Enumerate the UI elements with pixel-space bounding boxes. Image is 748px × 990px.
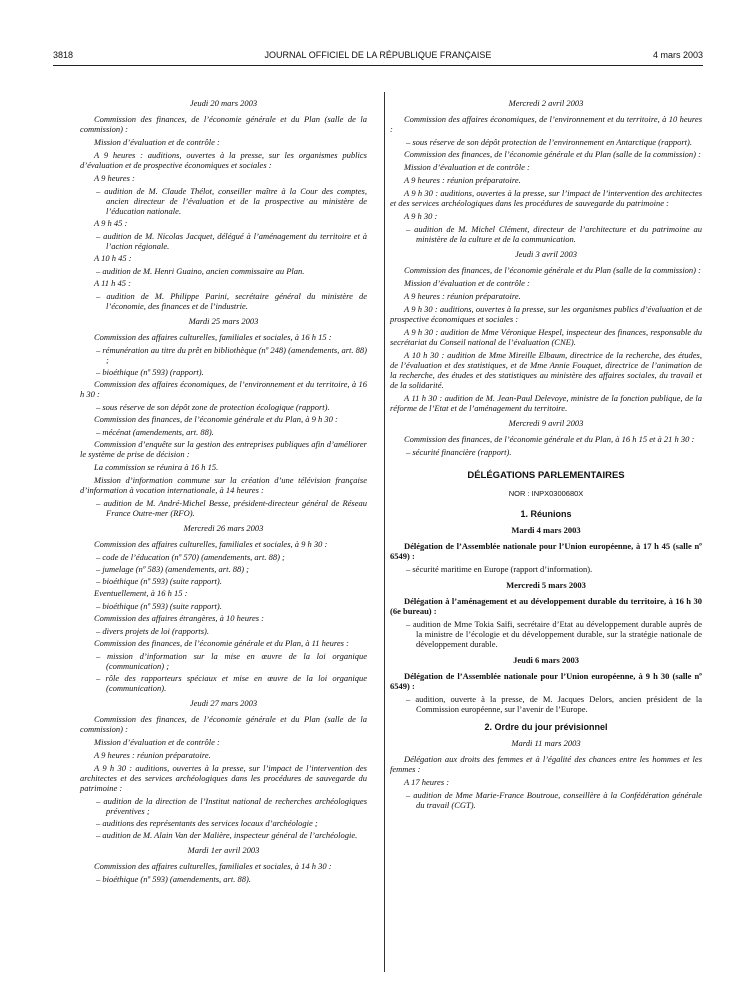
date-heading: Mercredi 26 mars 2003 [183,523,264,533]
agenda-paragraph: Commission des finances, de l’économie générale et du Plan (salle de la commission) : [404,149,701,159]
subsection-title: 2. Ordre du jour prévisionnel [484,722,608,732]
date-heading: Mardi 4 mars 2003 [511,525,581,535]
agenda-item: – sous réserve de son dépôt zone de protection écologique (rapport). [96,402,330,412]
agenda-paragraph: A 9 h 30 : auditions, ouvertes à la presse, sur les organismes publics d’évaluation et de prospective économiques et sociales : [390,304,702,324]
running-header [53,50,703,64]
agenda-item: – auditions des représentants des services locaux d’archéologie ; [96,818,318,828]
date-heading: Jeudi 3 avril 2003 [514,249,578,259]
date-heading: Jeudi 6 mars 2003 [513,655,579,665]
agenda-paragraph: Commission des affaires économiques, de l’environnement et du territoire, à 10 heures : [390,114,702,134]
agenda-item: – audition de M. Philippe Parini, secrétaire général du ministère de l’économie, des finances et de l’industrie. [96,291,367,311]
date-heading: Jeudi 20 mars 2003 [189,98,258,108]
page-number: 3818 [53,50,74,60]
issue-date: 4 mars 2003 [652,50,703,60]
agenda-item: – bioéthique (nº 593) (suite rapport). [96,576,222,586]
agenda-item: – audition de M. Claude Thélot, conseiller maître à la Cour des comptes, ancien directeur de l’évaluation et de la prospective au ministère de l’éducation nationale. [96,186,367,216]
agenda-paragraph: A 9 heures : réunion préparatoire. [94,750,211,760]
agenda-item: – bioéthique (nº 593) (amendements, art. 88). [96,874,251,884]
agenda-paragraph: Commission des finances, de l’économie générale et du Plan, à 9 h 30 : [94,414,338,424]
agenda-paragraph: A 10 h 30 : audition de Mme Mireille Elbaum, directrice de la recherche, des études, de l’évaluation et des statistiques, et de Mme Annie Fouquet, directrice de l’animation de la recherche, des études et des statistiques au ministère des affaires sociales, du travail et de la solidarité. [390,350,702,390]
delegation-heading: Délégation de l’Assemblée nationale pour l’Union européenne, à 9 h 30 (salle nº 6549) : [390,671,702,691]
agenda-paragraph: A 9 h 30 : auditions, ouvertes à la presse, sur l’impact de l’intervention des architectes et des services archéologiques dans les procédures de sauvegarde du patrimoine : [390,188,702,208]
agenda-item: – audition de M. Michel Clément, directeur de l’architecture et du patrimoine au ministère de la culture et de la communication. [406,224,702,244]
agenda-paragraph: A 9 h 30 : [404,211,438,221]
agenda-paragraph: A 9 heures : auditions, ouvertes à la presse, sur les organismes publics d’évaluation et de prospective économiques et sociales : [80,150,367,170]
agenda-paragraph: Eventuellement, à 16 h 15 : [94,588,188,598]
delegation-heading: Délégation à l’aménagement et au développement durable du territoire, à 16 h 30 (6e bureau) : [390,596,702,616]
agenda-paragraph: Commission des affaires culturelles, familiales et sociales, à 9 h 30 : [94,539,328,549]
journal-title: JOURNAL OFFICIEL DE LA RÉPUBLIQUE FRANÇAISE [264,50,492,60]
agenda-item: – sécurité financière (rapport). [406,447,512,457]
agenda-item: – bioéthique (nº 593) (rapport). [96,367,204,377]
agenda-paragraph: Commission des finances, de l’économie générale et du Plan (salle de la commission) : [404,265,701,275]
agenda-item: – audition de Mme Marie-France Boutroue, conseillère à la Confédération générale du travail (CGT). [406,790,702,810]
agenda-item: – audition, ouverte à la presse, de M. Jacques Delors, ancien président de la Commission européenne, sur l’avenir de l’Europe. [406,694,702,714]
agenda-paragraph: Commission des affaires étrangères, à 10 heures : [94,613,264,623]
date-heading: Mardi 25 mars 2003 [188,316,259,326]
agenda-item: – sécurité maritime en Europe (rapport d’information). [406,564,593,574]
subsection-title: 1. Réunions [520,509,572,519]
date-heading: Mardi 1er avril 2003 [187,845,260,855]
agenda-paragraph: Commission des affaires économiques, de l’environnement et du territoire, à 16 h 30 : [80,379,367,399]
agenda-paragraph: A 9 heures : réunion préparatoire. [404,291,521,301]
date-heading: Mercredi 5 mars 2003 [506,580,586,590]
right-column [390,93,702,812]
agenda-item: – audition de M. André-Michel Besse, président-directeur général de Réseau France Outre-mer (RFO). [96,498,367,518]
date-heading: Mardi 11 mars 2003 [511,738,581,748]
agenda-item: – code de l’éducation (nº 570) (amendements, art. 88) ; [96,552,285,562]
agenda-paragraph: A 9 h 30 : auditions, ouvertes à la presse, sur l’impact de l’intervention des architectes et des services archéologiques dans les procédures de sauvegarde du patrimoine : [80,763,367,793]
header-rule [53,65,703,66]
agenda-paragraph: Commission des finances, de l’économie générale et du Plan, à 11 heures : [94,638,349,648]
agenda-paragraph: Commission des affaires culturelles, familiales et sociales, à 16 h 15 : [94,332,332,342]
agenda-paragraph: A 9 heures : [94,173,135,183]
agenda-item: – audition de la direction de l’Institut national de recherches archéologiques préventives ; [96,796,367,816]
agenda-paragraph: Mission d’évaluation et de contrôle : [404,162,530,172]
agenda-item: – sous réserve de son dépôt protection de l’environnement en Antarctique (rapport). [406,137,692,147]
agenda-paragraph: Commission des finances, de l’économie générale et du Plan (salle de la commission) : [80,714,367,734]
agenda-item: – bioéthique (nº 593) (suite rapport). [96,601,222,611]
agenda-item: – audition de M. Alain Van der Malière, inspecteur général de l’archéologie. [96,830,358,840]
agenda-item: – jumelage (nº 583) (amendements, art. 88) ; [96,564,250,574]
agenda-paragraph: A 11 h 45 : [94,278,131,288]
agenda-item: – mécénat (amendements, art. 88). [96,427,214,437]
date-heading: Mercredi 9 avril 2003 [508,418,584,428]
agenda-paragraph: Mission d’évaluation et de contrôle : [404,278,530,288]
agenda-paragraph: Commission des finances, de l’économie générale et du Plan, à 16 h 15 et à 21 h 30 : [404,434,695,444]
agenda-paragraph: Commission des finances, de l’économie générale et du Plan (salle de la commission) : [80,114,367,134]
agenda-paragraph: A 9 h 45 : [94,218,128,228]
agenda-item: – audition de Mme Tokia Saïfi, secrétaire d’Etat au développement durable auprès de la ministre de l’écologie et du développement durable, sur la stratégie nationale de développement durable. [406,619,702,649]
delegation-heading: Délégation de l’Assemblée nationale pour l’Union européenne, à 17 h 45 (salle nº 6549) : [390,541,702,561]
agenda-item: – audition de M. Nicolas Jacquet, délégué à l’aménagement du territoire et à l’action régionale. [96,231,367,251]
agenda-item: – mission d’information sur la mise en œuvre de la loi organique (communication) ; [96,651,367,671]
agenda-item: – rémunération au titre du prêt en bibliothèque (nº 248) (amendements, art. 88) ; [96,345,367,365]
agenda-paragraph: A 9 heures : réunion préparatoire. [404,175,521,185]
agenda-item: – divers projets de loi (rapports). [96,626,210,636]
agenda-paragraph: Mission d’information commune sur la création d’une télévision française d’information à vocation internationale, à 14 heures : [80,475,367,495]
date-heading: Jeudi 27 mars 2003 [189,698,258,708]
agenda-paragraph: A 9 h 30 : audition de Mme Véronique Hespel, inspecteur des finances, responsable du secrétariat du Conseil national de l’évaluation (CNE). [390,327,702,347]
agenda-paragraph: La commission se réunira à 16 h 15. [94,462,219,472]
agenda-paragraph: Délégation aux droits des femmes et à l’égalité des chances entre les hommes et les femmes : [390,754,702,774]
agenda-paragraph: Commission des affaires culturelles, familiales et sociales, à 14 h 30 : [94,861,332,871]
agenda-paragraph: Mission d’évaluation et de contrôle : [94,137,220,147]
left-column [80,93,367,886]
agenda-paragraph: A 11 h 30 : audition de M. Jean-Paul Delevoye, ministre de la fonction publique, de la réforme de l’Etat et de l’aménagement du territoire. [390,393,702,413]
agenda-paragraph: Commission d’enquête sur la gestion des entreprises publiques afin d’améliorer le système de prise de décision : [80,439,367,459]
agenda-item: – audition de M. Henri Guaino, ancien commissaire au Plan. [96,266,305,276]
agenda-paragraph: A 10 h 45 : [94,253,132,263]
column-divider [384,92,385,972]
date-heading: Mercredi 2 avril 2003 [508,98,584,108]
nor-reference: NOR : INPX0300680X [508,489,584,498]
agenda-paragraph: Mission d’évaluation et de contrôle : [94,737,220,747]
section-title: DÉLÉGATIONS PARLEMENTAIRES [467,470,625,481]
agenda-paragraph: A 17 heures : [404,777,450,787]
agenda-item: – rôle des rapporteurs spéciaux et mise en œuvre de la loi organique (communication). [96,673,367,693]
